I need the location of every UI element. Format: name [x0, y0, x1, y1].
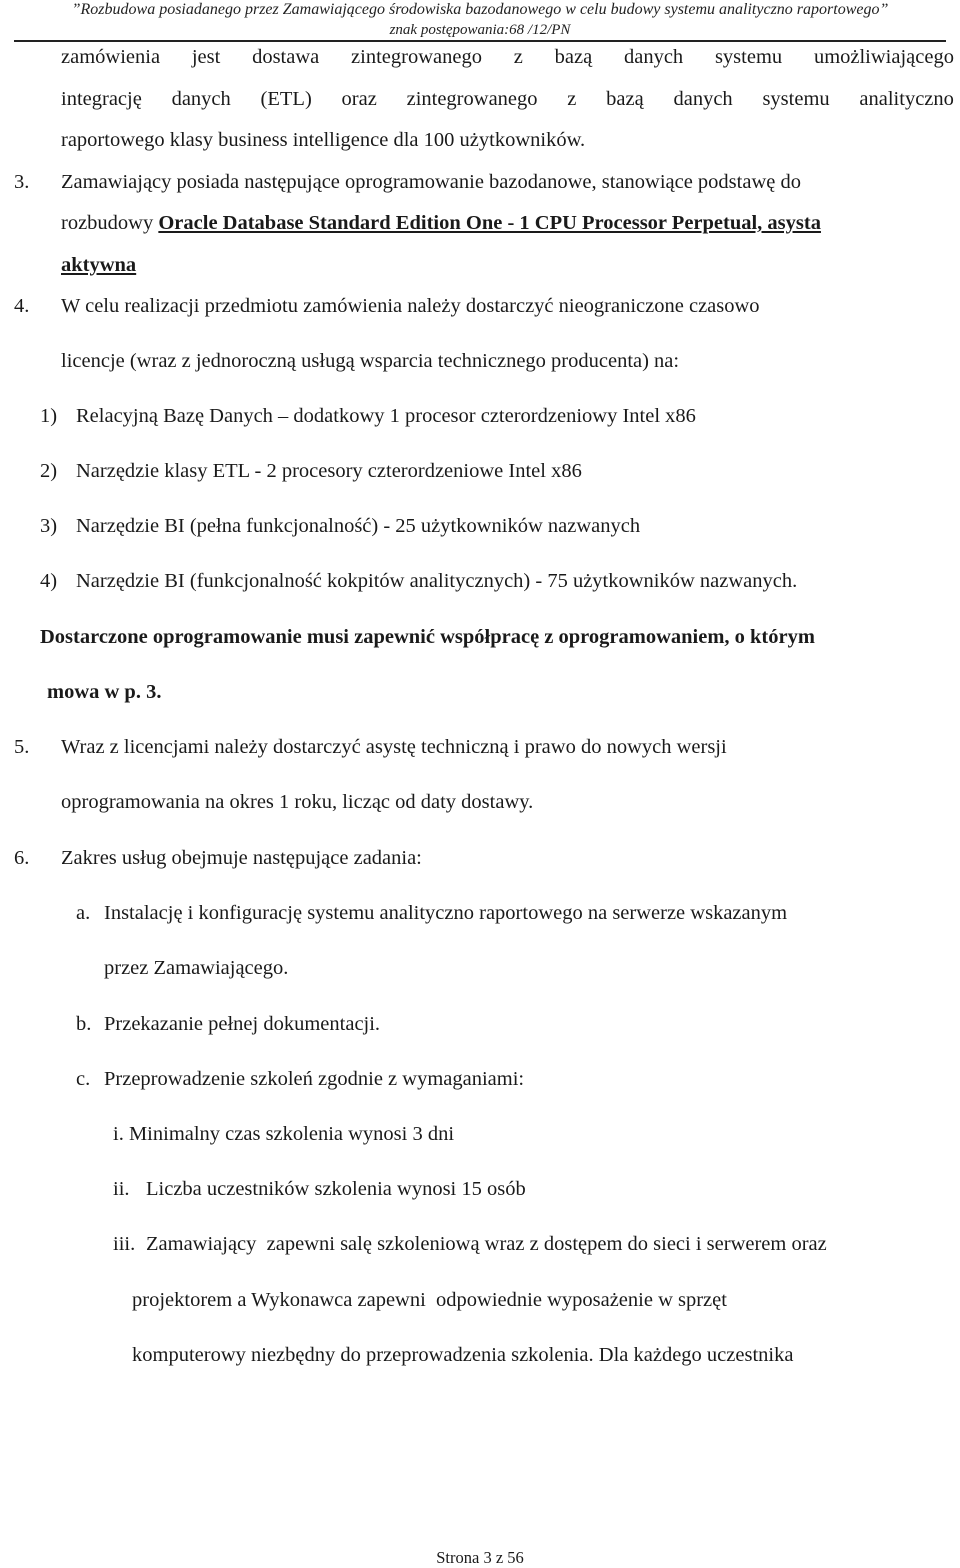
intro-line-1 — [61, 44, 954, 70]
word: analityczno — [859, 88, 954, 110]
word: dostawa — [252, 46, 320, 68]
item-4-note-line-1: Dostarczone oprogramowanie musi zapewnić współpracę z oprogramowaniem, o którym — [40, 626, 815, 648]
item-3-prefix: rozbudowy — [61, 212, 154, 234]
item-6c-iii-line-1: Zamawiający zapewni salę szkoleniową wraz z dostępem do sieci i serwerem oraz — [146, 1233, 827, 1255]
item-3-product: Oracle Database Standard Edition One - 1 CPU Processor Perpetual, asysta — [158, 212, 821, 234]
word: danych — [171, 88, 231, 110]
item-6a-line-2: przez Zamawiającego. — [104, 957, 289, 979]
item-4-line-1: W celu realizacji przedmiotu zamówienia należy dostarczyć nieograniczone czasowo — [61, 295, 760, 317]
word: (ETL) — [260, 88, 312, 110]
item-6c-ii-number: ii. — [113, 1178, 130, 1200]
item-6-line-1: Zakres usług obejmuje następujące zadania: — [61, 847, 422, 869]
list-item-number: 1) — [40, 405, 58, 427]
header-title: ”Rozbudowa posiadanego przez Zamawiającego środowiska bazodanowego w celu budowy systemu analityczno raportowego” — [71, 1, 889, 18]
item-6c-iii-line-3: komputerowy niezbędny do przeprowadzenia szkolenia. Dla każdego uczestnika — [132, 1344, 794, 1366]
item-4-number: 4. — [14, 295, 30, 317]
item-6c-iii-number: iii. — [113, 1233, 136, 1255]
list-item-text: Narzędzie BI (funkcjonalność kokpitów analitycznych) - 75 użytkowników nazwanych. — [76, 570, 798, 592]
word: danych — [623, 46, 684, 68]
item-6c-number: c. — [76, 1068, 91, 1090]
item-6c-iii-line-2: projektorem a Wykonawca zapewni odpowiednie wyposażenie w sprzęt — [132, 1289, 727, 1311]
list-item — [40, 513, 641, 539]
word: systemu — [762, 88, 830, 110]
item-6a-number: a. — [76, 902, 91, 924]
list-item-number: 4) — [40, 570, 58, 592]
item-6b-number: b. — [76, 1013, 92, 1035]
list-item-number: 3) — [40, 515, 58, 537]
word: zintegrowanego — [351, 46, 482, 68]
list-item — [40, 403, 696, 429]
item-6b-text: Przekazanie pełnej dokumentacji. — [104, 1013, 381, 1035]
list-item — [40, 458, 582, 484]
word: zintegrowanego — [406, 88, 538, 110]
list-item-text: Relacyjną Bazę Danych – dodatkowy 1 procesor czterordzeniowy Intel x86 — [76, 405, 696, 427]
item-4-line-2: licencje (wraz z jednoroczną usługą wsparcia technicznego producenta) na: — [61, 350, 680, 372]
item-6c-text: Przeprowadzenie szkoleń zgodnie z wymaganiami: — [104, 1068, 525, 1090]
intro-line-3: raportowego klasy business intelligence dla 100 użytkowników. — [61, 129, 586, 151]
item-5-line-2: oprogramowania na okres 1 roku, licząc od daty dostawy. — [61, 791, 534, 813]
item-3-line-1: Zamawiający posiada następujące oprogramowanie bazodanowe, stanowiące podstawę do — [61, 171, 801, 193]
word: jest — [191, 46, 221, 68]
item-3-number: 3. — [14, 171, 30, 193]
word: systemu — [714, 46, 783, 68]
list-item — [40, 568, 798, 594]
page-number: Strona 3 z 56 — [436, 1548, 524, 1567]
item-3-line-2 — [61, 210, 821, 236]
word: z — [513, 46, 523, 68]
item-6c-i: i. Minimalny czas szkolenia wynosi 3 dni — [113, 1123, 455, 1145]
word: oraz — [341, 88, 377, 110]
list-item-text: Narzędzie klasy ETL - 2 procesory czterordzeniowe Intel x86 — [76, 460, 582, 482]
word: zamówienia — [61, 46, 161, 68]
word: bazą — [554, 46, 593, 68]
page-header — [0, 0, 960, 40]
header-divider — [14, 40, 946, 42]
word: danych — [673, 88, 733, 110]
item-5-line-1: Wraz z licencjami należy dostarczyć asystę techniczną i prawo do nowych wersji — [61, 736, 727, 758]
word: z — [567, 88, 577, 110]
list-item-number: 2) — [40, 460, 58, 482]
item-4-note-line-2: mowa w p. 3. — [47, 681, 162, 703]
item-6a-line-1: Instalację i konfigurację systemu analityczno raportowego na serwerze wskazanym — [104, 902, 788, 924]
word: umożliwiającego — [813, 46, 954, 68]
intro-line-2 — [61, 86, 954, 112]
list-item-text: Narzędzie BI (pełna funkcjonalność) - 25 użytkowników nazwanych — [76, 515, 641, 537]
word: integrację — [61, 88, 142, 110]
item-5-number: 5. — [14, 736, 30, 758]
word: bazą — [606, 88, 644, 110]
item-6c-ii-text: Liczba uczestników szkolenia wynosi 15 osób — [146, 1178, 526, 1200]
item-6-number: 6. — [14, 847, 30, 869]
header-reference: znak postępowania:68 /12/PN — [389, 22, 571, 38]
item-3-line-3: aktywna — [61, 254, 137, 276]
